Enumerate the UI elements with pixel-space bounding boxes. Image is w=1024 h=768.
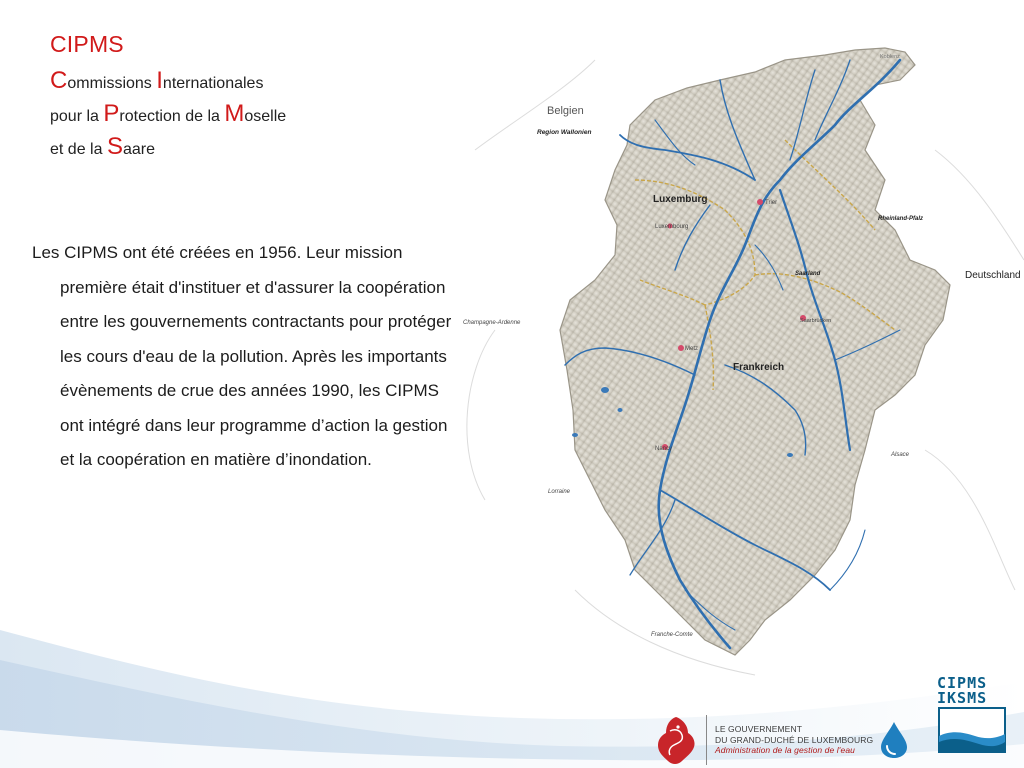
page-title: CIPMS — [50, 31, 124, 57]
gov-text — [715, 724, 873, 756]
label-metz: Metz — [685, 346, 699, 352]
title-line-1 — [50, 66, 470, 99]
label-belgien: Belgien — [547, 105, 584, 117]
basin-area — [560, 48, 950, 655]
label-rheinland-pfalz: Rheinland-Pfalz — [878, 216, 924, 222]
luxembourg-government-logo — [652, 712, 922, 768]
title-initial-c: C — [50, 67, 68, 94]
title-line-2 — [50, 99, 470, 132]
title-text: ommissions — [67, 75, 157, 92]
label-franche-comte: Franche-Comte — [651, 632, 693, 638]
map-svg — [455, 30, 1024, 690]
title-text: pour la — [50, 108, 104, 125]
gov-line-2: DU GRAND-DUCHÉ DE LUXEMBOURG — [715, 734, 874, 745]
title-initial-m: M — [224, 100, 245, 127]
moselle-saar-basin-map — [455, 30, 1024, 690]
cipms-logo-word: CIPMS — [937, 674, 988, 692]
gov-line-3: Administration de la gestion de l'eau — [715, 745, 855, 756]
title-text: rotection de la — [119, 108, 225, 125]
wave-emblem-icon — [937, 706, 1007, 754]
gov-line-1: LE GOUVERNEMENT — [715, 724, 802, 735]
label-saarbruecken: Saarbrücken — [800, 318, 832, 324]
red-lion-icon — [652, 713, 700, 767]
label-alsace: Alsace — [891, 452, 910, 458]
title-text: oselle — [244, 108, 287, 125]
iksms-logo-word: IKSMS — [937, 689, 988, 707]
title-initial-p: P — [103, 100, 120, 127]
label-saarland: Saarland — [795, 271, 821, 277]
label-frankreich: Frankreich — [733, 362, 785, 373]
title-text: aare — [122, 141, 155, 158]
label-trier: Trier — [765, 200, 778, 206]
logo-divider — [706, 715, 707, 765]
title-line-3 — [50, 132, 470, 165]
label-champagne-ardenne: Champagne-Ardenne — [463, 320, 521, 326]
label-luxemburg: Luxemburg — [653, 194, 708, 205]
title-initial-s: S — [106, 133, 123, 160]
label-luxembourg-city: Luxembourg — [655, 224, 689, 230]
title-text: et de la — [50, 141, 107, 158]
title-initial-i: I — [156, 67, 163, 94]
cipms-iksms-logo — [937, 676, 1007, 760]
label-deutschland: Deutschland — [965, 270, 1021, 281]
description-paragraph: Les CIPMS ont été créées en 1956. Leur mission première était d'instituer et d'assurer la coopération entre les gouvernements contractants pour protéger les cours d'eau de la pollution. Après les importants évènements de crue des années 1990, les CIPMS ont intégré dans leur programme d’action la gestion et la coopération en matière d’inondation. — [32, 243, 452, 469]
title-text: nternationales — [162, 75, 264, 92]
label-koblenz: Koblenz — [880, 54, 900, 60]
water-drop-icon — [877, 720, 911, 760]
label-region-wallonien: Region Wallonien — [537, 129, 592, 136]
label-lorraine: Lorraine — [548, 489, 571, 495]
title-block — [50, 28, 470, 165]
label-nancy: Nancy — [655, 446, 673, 452]
